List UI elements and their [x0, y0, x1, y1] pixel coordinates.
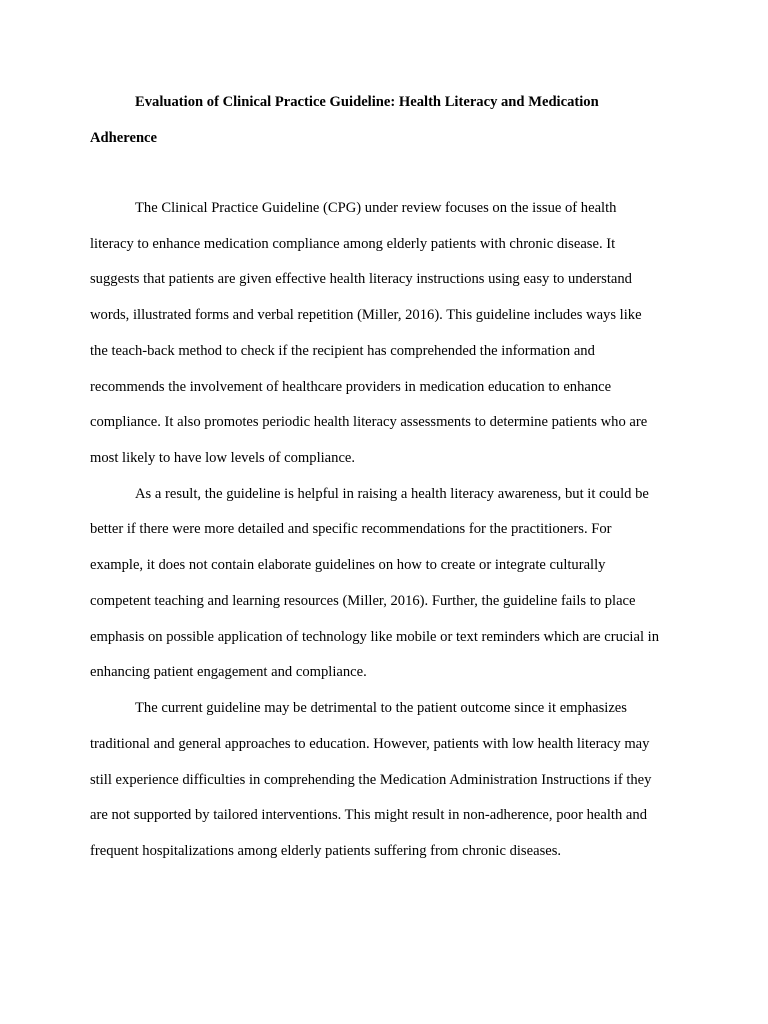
paragraph-guideline-summary — [90, 191, 686, 477]
text-line: example, it does not contain elaborate guidelines on how to create or integrate culturally — [90, 557, 606, 574]
text-line: compliance. It also promotes periodic health literacy assessments to determine patients who are — [90, 414, 648, 431]
text-line: emphasis on possible application of technology like mobile or text reminders which are crucial in — [90, 628, 659, 645]
text-line: literacy to enhance medication compliance among elderly patients with chronic disease. It — [90, 235, 616, 252]
text-line: As a result, the guideline is helpful in raising a health literacy awareness, but it could be — [135, 485, 649, 502]
text-line: better if there were more detailed and specific recommendations for the practitioners. For — [90, 521, 612, 538]
text-line: suggests that patients are given effective health literacy instructions using easy to understand — [90, 271, 632, 288]
paragraph-patient-outcome — [90, 691, 686, 870]
text-line: are not supported by tailored interventions. This might result in non-adherence, poor health and — [90, 807, 647, 824]
text-line: traditional and general approaches to education. However, patients with low health literacy may — [90, 735, 650, 752]
text-line: most likely to have low levels of compliance. — [90, 450, 356, 467]
text-line: competent teaching and learning resources (Miller, 2016). Further, the guideline fails to place — [90, 592, 636, 609]
text-line: The Clinical Practice Guideline (CPG) under review focuses on the issue of health — [135, 200, 617, 216]
paragraph-guideline-critique — [90, 477, 686, 691]
document-body — [90, 191, 686, 870]
text-line: The current guideline may be detrimental to the patient outcome since it emphasizes — [135, 700, 627, 717]
text-line: frequent hospitalizations among elderly patients suffering from chronic diseases. — [90, 842, 562, 859]
text-line: words, illustrated forms and verbal repetition (Miller, 2016). This guideline includes ways like — [90, 307, 642, 324]
text-line: recommends the involvement of healthcare providers in medication education to enhance — [90, 378, 612, 395]
text-line: enhancing patient engagement and compliance. — [90, 664, 367, 681]
text-line: the teach-back method to check if the recipient has comprehended the information and — [90, 342, 595, 359]
title-line: Evaluation of Clinical Practice Guideline: Health Literacy and Medication — [135, 94, 599, 110]
title-line: Adherence — [90, 129, 158, 146]
text-line: still experience difficulties in comprehending the Medication Administration Instructions if they — [90, 771, 652, 788]
document-title — [90, 85, 680, 156]
